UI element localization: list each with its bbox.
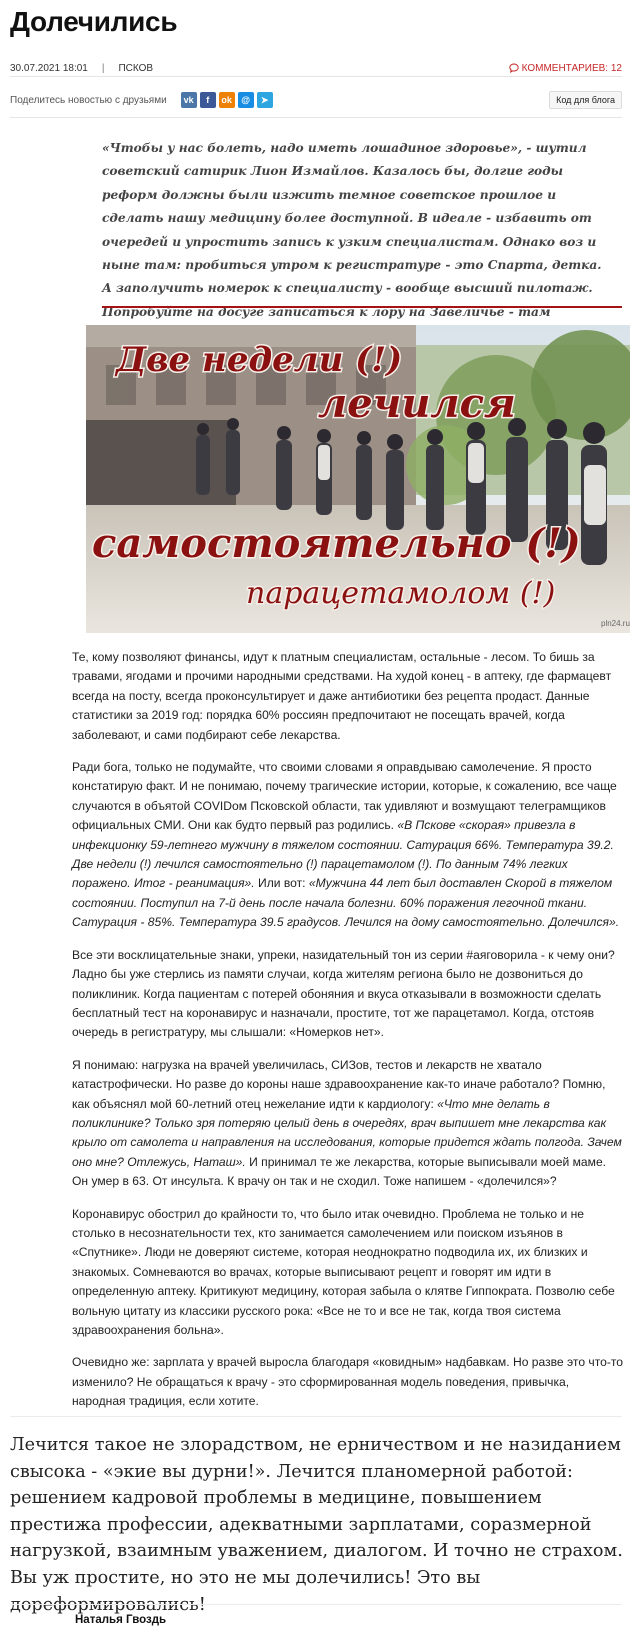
paragraph-text: Я понимаю: нагрузка на врачей увеличилась, СИЗов, тестов и лекарств не хватало катастрофически. Но разве до короны наше здравоохранение как-то иначе работало? Помню, как объяснял мой 60-летний отец нежелание идти к кардиологу: xyxy=(72,1057,606,1111)
article-body xyxy=(72,648,624,1425)
image-caption-4: парацетамолом (!) xyxy=(246,576,556,611)
clinic-queue-illustration xyxy=(86,325,630,633)
paragraph xyxy=(72,758,624,933)
facebook-icon[interactable]: f xyxy=(200,92,216,108)
comment-icon xyxy=(509,63,519,73)
vk-icon[interactable]: vk xyxy=(181,92,197,108)
comments-count: КОММЕНТАРИЕВ: 12 xyxy=(521,62,622,74)
odnoklassniki-icon[interactable]: ok xyxy=(219,92,235,108)
share-label: Поделитесь новостью с друзьями xyxy=(10,94,167,106)
meta-separator: | xyxy=(101,62,105,74)
divider xyxy=(10,1604,622,1605)
image-caption-3: самостоятельно (!) xyxy=(92,520,581,567)
article-conclusion: Лечится такое не злорадством, не ерничеством и не назиданием свысока - «экие вы дурни!». Лечится планомерной работой: решением кадровой проблемы в медицине, повышением престижа профессии, адекватными зарплатами, соразмерной нагрузкой, взаимным уважением, диалогом. И точно не страхом. Вы уж простите, но это не мы долечились! Это вы дореформировались! xyxy=(10,1435,623,1615)
blog-code-button[interactable]: Код для блога xyxy=(549,91,622,109)
lead-divider xyxy=(102,306,622,308)
image-watermark: pln24.ru xyxy=(601,619,630,628)
paragraph-text: Или вот: xyxy=(254,876,309,891)
share-bar xyxy=(10,89,622,111)
quote: «В Пскове «скорая» привезла в инфекционку 59-летнего мужчину в тяжелом состоянии. Сатурация 66%. Температура 39.2. Две недели (!) лечился самостоятельно (!) парацетамолом (!). По данным 74% легких поражено. Итог - реанимация». xyxy=(72,818,614,891)
paragraph: Очевидно же: зарплата у врачей выросла благодаря «ковидным» надбавкам. Но разве это что-то изменило? Не обращаться к врачу - это сформированная модель поведения, привычка, народная традиция, если хотите. xyxy=(72,1355,623,1409)
quote: «Мужчина 44 лет был доставлен Скорой в тяжелом состоянии. Поступил на 7-й день после начала болезни. 60% поражения легочной ткани. Сатурация - 85%. Температура 39.5 градусов. Лечился на дому самостоятельно. Долечился». xyxy=(72,876,620,930)
paragraph: Все эти восклицательные знаки, упреки, назидательный тон из серии #аяговорила - к чему они? Ладно бы уже стерлись из памяти случаи, когда жителям региона было не дозвониться до поликлиник. Когда пациентам с потерей обоняния и вкуса отказывали в возможности сделать бесплатный тест на коронавирус и назначали, простите, тот же парацетамол. Когда, отстояв очередь в регистратуру, мы слышали: «Номерков нет». xyxy=(72,947,615,1040)
article-date: 30.07.2021 18:01 xyxy=(10,62,88,74)
image-caption-2: лечился xyxy=(318,380,516,427)
comments-link[interactable] xyxy=(509,63,622,74)
divider xyxy=(10,1416,622,1417)
divider xyxy=(10,76,622,77)
article-image xyxy=(86,325,630,633)
divider xyxy=(10,117,622,118)
article-lead: «Чтобы у нас болеть, надо иметь лошадиное здоровье», - шутил советский сатирик Лион Измайлов. Казалось бы, долгие годы реформ должны были изжить темное советское прошлое и сделать нашу медицину более доступной. В идеале - избавить от очередей и упростить запись к узким специалистам. Однако воз и ныне там: пробиться утром к регистратуре - это Спарта, детка. А заполучить номерок к специалисту - вообще высший пилотаж. Попробуйте на досуге записаться к лору на Завеличье - там xyxy=(102,141,602,319)
share-icons xyxy=(181,92,273,108)
paragraph-text: И принимал те же лекарства, которые выписывали моей маме. Он умер в 63. От инсульта. К врачу он так и не сходил. Тоже напишем - «долечился»? xyxy=(72,1154,607,1189)
paragraph: Те, кому позволяют финансы, идут к платным специалистам, остальные - лесом. То бишь за травами, ягодами и прочими народными средствами. На худой конец - в аптеку, где фармацевт всегда на посту, всегда проконсультирует и даже антибиотики без рецепта продаст. Данные статистики за 2019 год: порядка 60% россиян предпочитают не посещать врачей, когда заболевают, и сами подбирают себе лекарства. xyxy=(72,650,612,742)
paragraph xyxy=(72,1056,624,1192)
moimir-icon[interactable]: @ xyxy=(238,92,254,108)
telegram-icon[interactable]: ➤ xyxy=(257,92,273,108)
paragraph: Коронавирус обострил до крайности то, что было итак очевидно. Проблема не только и не столько в несознательности тех, кто занимается самолечением или поиском изъянов в «Спутнике». Люди не доверяют системе, которая неоднократно подводила их, их близких и знакомых. Сомневаются во врачах, которые выписывают рецепт и говорят им идти в определенную аптеку. Критикуют медицину, которая забыла о клятве Гиппократа. Позволю себе вольную цитату из классики русского рока: «Все не то и все не так, когда твоя система здравоохранения больна». xyxy=(72,1206,615,1337)
quote: «Что мне делать в поликлинике? Только зря потеряю целый день в очередях, врач выпишет мне лекарства как крыло от самолета и направления на исследования, которые придется ждать полгода. Зачем оно мне? Отлежусь, Наташ». xyxy=(72,1096,622,1169)
article-title: Долечились xyxy=(10,6,178,37)
article-meta xyxy=(10,58,622,78)
image-caption-1: Две недели (!) xyxy=(116,340,403,380)
article-author[interactable]: Наталья Гвоздь xyxy=(75,1614,167,1626)
article-city[interactable]: ПСКОВ xyxy=(118,62,154,74)
paragraph-text: Ради бога, только не подумайте, что своими словами я оправдываю самолечение. Я просто констатирую факт. И не понимаю, почему трагические истории, которые, к сожалению, все чаще случаются в объятой COVIDом Псковской области, так удивляют и возмущают телеграмщиков официальных СМИ. Они как будто первый раз родились. xyxy=(72,760,617,833)
